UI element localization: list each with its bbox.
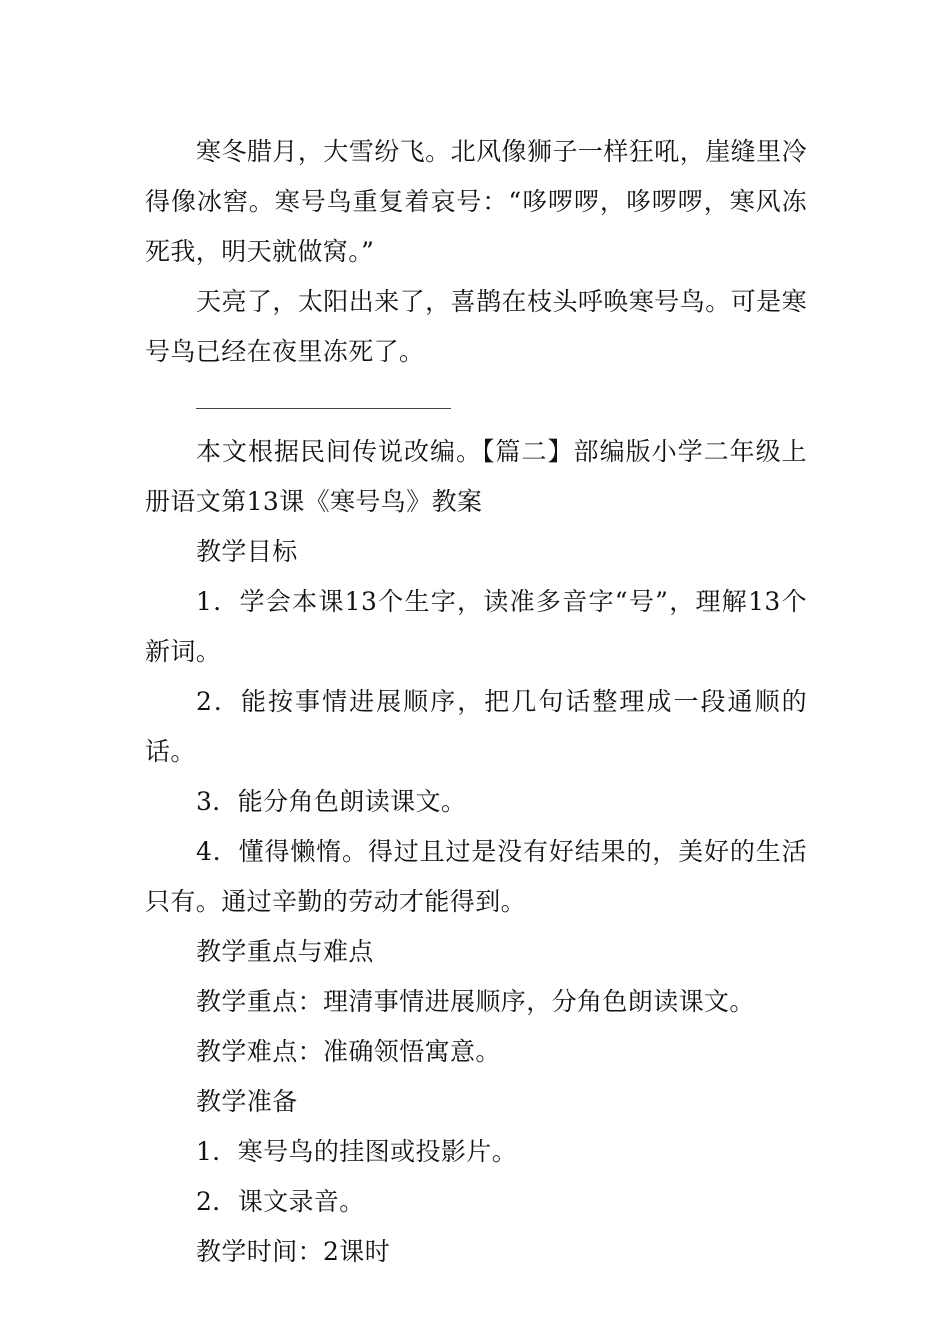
goal-item-1: 1．学会本课13个生字，读准多音字“号”，理解13个新词。 bbox=[145, 587, 807, 666]
key-point-focus: 教学重点：理清事情进展顺序，分角色朗读课文。 bbox=[196, 987, 755, 1016]
footnote-divider bbox=[196, 408, 451, 409]
heading-teaching-goals: 教学目标 bbox=[196, 537, 298, 566]
heading-preparation: 教学准备 bbox=[196, 1087, 298, 1116]
key-point-difficulty: 教学难点：准确领悟寓意。 bbox=[196, 1037, 501, 1066]
preparation-item-2: 2．课文录音。 bbox=[196, 1187, 365, 1216]
document-body bbox=[145, 127, 807, 1277]
paragraph-story-winter: 寒冬腊月，大雪纷飞。北风像狮子一样狂吼，崖缝里冷得像冰窖。寒号鸟重复着哀号：“哆啰啰，哆啰啰，寒风冻死我，明天就做窝。” bbox=[145, 137, 807, 266]
preparation-item-1: 1．寒号鸟的挂图或投影片。 bbox=[196, 1137, 518, 1166]
goal-item-2: 2．能按事情进展顺序，把几句话整理成一段通顺的话。 bbox=[145, 687, 807, 766]
paragraph-story-ending: 天亮了，太阳出来了，喜鹊在枝头呼唤寒号鸟。可是寒号鸟已经在夜里冻死了。 bbox=[145, 287, 807, 366]
goal-item-3: 3．能分角色朗读课文。 bbox=[196, 787, 467, 816]
heading-key-points: 教学重点与难点 bbox=[196, 937, 374, 966]
paragraph-source-note: 本文根据民间传说改编。【篇二】部编版小学二年级上册语文第13课《寒号鸟》教案 bbox=[145, 437, 807, 516]
goal-item-4: 4．懂得懒惰。得过且过是没有好结果的，美好的生活只有。通过辛勤的劳动才能得到。 bbox=[145, 837, 807, 916]
teaching-time: 教学时间：2课时 bbox=[196, 1237, 391, 1266]
